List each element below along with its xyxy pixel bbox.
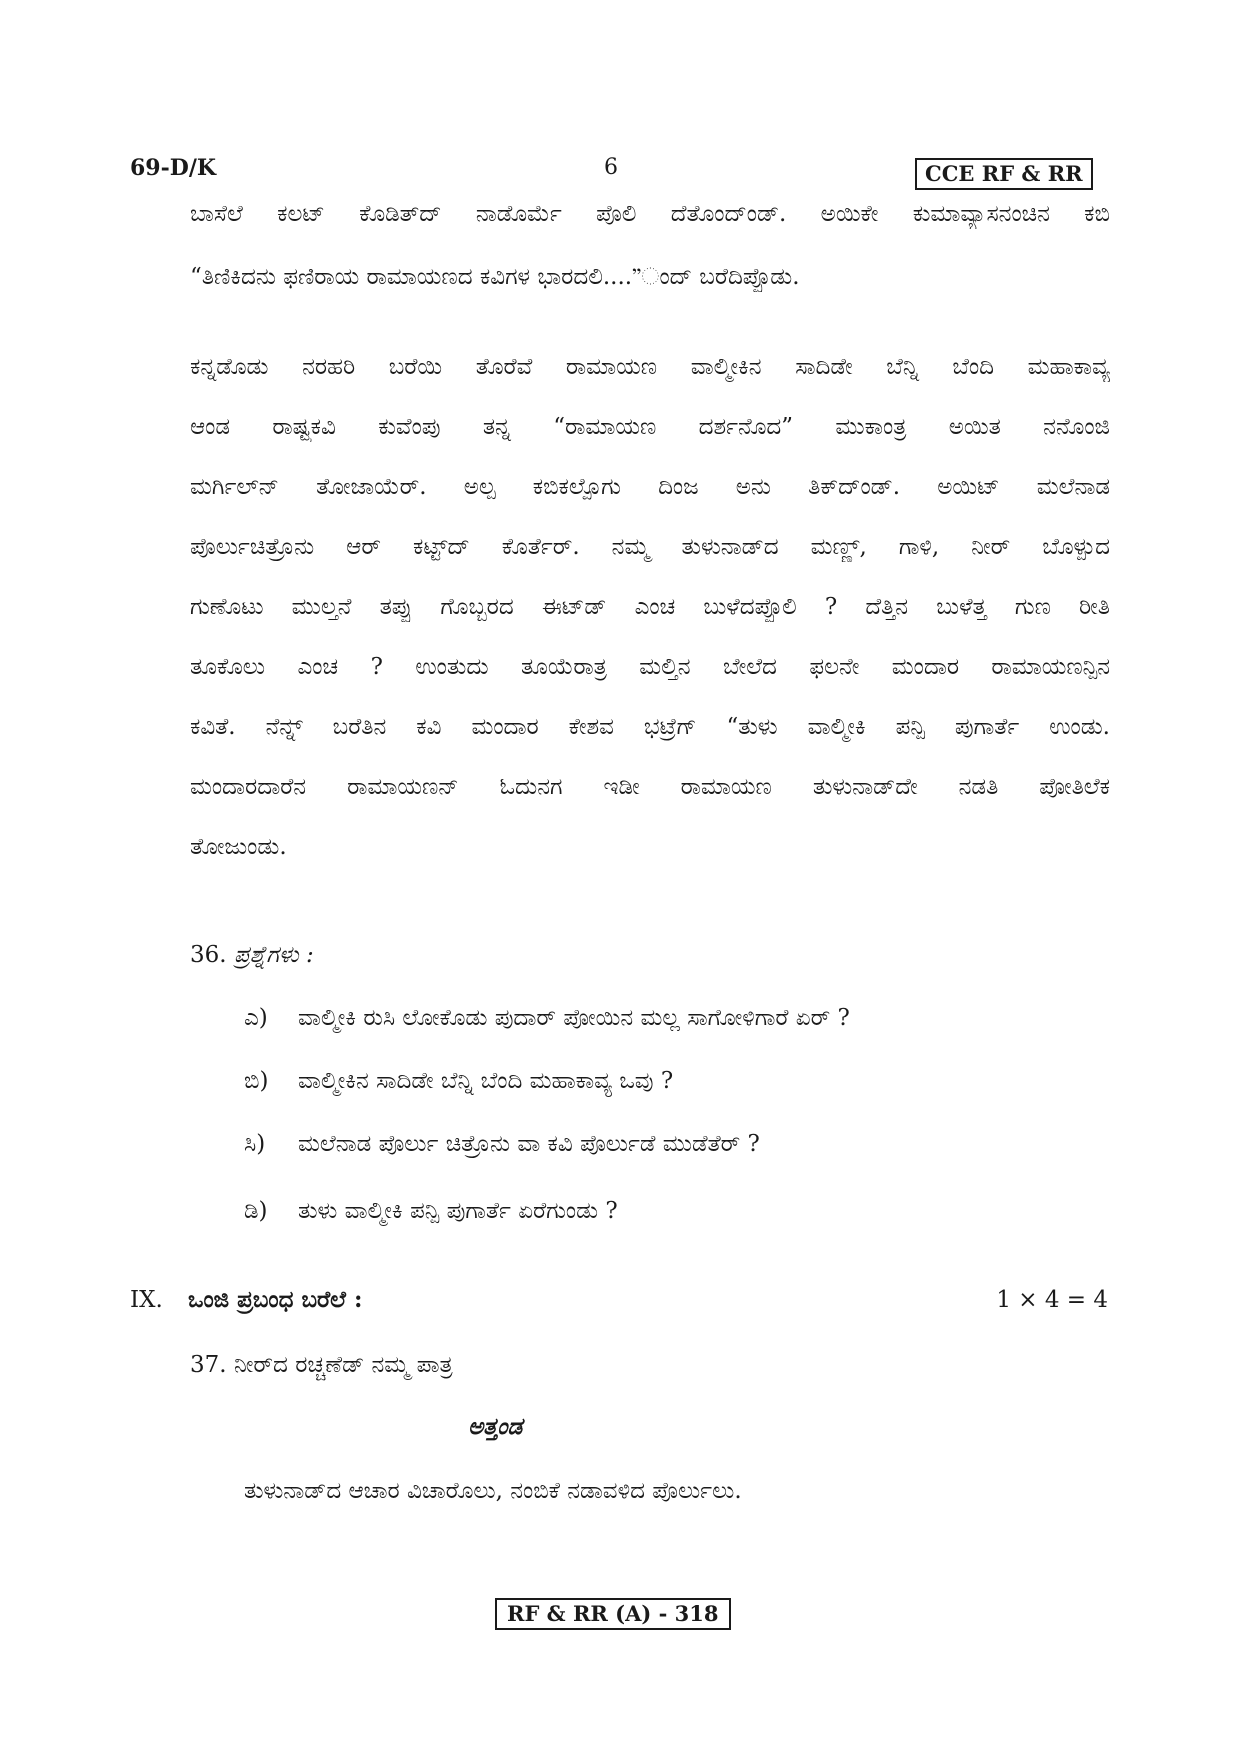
passage-line: ಆಂಡ ರಾಷ್ಟ್ರಕವಿ ಕುವೆಂಪು ತನ್ನ “ರಾಮಾಯಣ ದರ್ಶನೊದ” ಮುಕಾಂತ್ರ ಅಯಿತ ನನೊಂಜಿ (190, 414, 1110, 440)
sub-question-d (244, 1196, 618, 1226)
paper-code: 69-D/K (130, 155, 216, 181)
sub-question-mark: ಸಿ) (244, 1131, 266, 1157)
sub-question-mark: ಎ) (244, 1005, 268, 1031)
passage-line: ಗುಣೊಟು ಮುಲ್ತನೆ ತಪ್ಪು ಗೊಬ್ಬರದ ಈಟ್‌ಡ್ ಎಂಚ ಬುಳೆದಪ್ಪೊಲಿ ? ದೆತ್ತಿನ ಬುಳೆತ್ತ ಗುಣ ರೀತಿ (190, 594, 1110, 620)
question-number: 37. (190, 1352, 227, 1378)
question-number: 36. (190, 942, 227, 968)
section-heading (130, 1285, 362, 1315)
essay-alternative-topic: ತುಳುನಾಡ್‌ದ ಆಚಾರ ವಿಚಾರೊಲು, ನಂಬಿಕೆ ನಡಾವಳಿದ ಪೊರ್ಲುಲು. (244, 1478, 742, 1504)
page-number: 6 (604, 155, 618, 180)
sub-question-c (244, 1129, 760, 1159)
sub-question-text: ವಾಲ್ಮೀಕಿನ ಸಾದಿಡೇ ಬೆನ್ನಿ ಬೆಂದಿ ಮಹಾಕಾವ್ಯ ಒವು ? (298, 1068, 674, 1094)
sub-question-mark: ಡಿ) (244, 1198, 268, 1224)
series-badge: CCE RF & RR (915, 158, 1093, 190)
sub-question-text: ತುಳು ವಾಲ್ಮೀಕಿ ಪನ್ಪಿ ಪುಗಾರ್ತೆ ಏರೆಗುಂಡು ? (298, 1198, 618, 1224)
section-marks: 1 × 4 = 4 (996, 1287, 1108, 1313)
footer-code: RF & RR (A) - 318 (495, 1598, 731, 1630)
passage-line: ಬಾಸೆಲೆ ಕಲಟ್ ಕೊಡಿತ್‌ದ್ ನಾಡೊರ್ಮೆ ಪೊಲಿ ದೆತೊಂದ್‌ಂಡ್. ಅಯಿಕೇ ಕುಮಾವ್ಯಾಸನಂಚಿನ ಕಬಿ (190, 201, 1110, 227)
passage-line: ತೂಕೊಲು ಎಂಚ ? ಉಂತುದು ತೂಯೆರಾತ್ರ ಮಲ್ತಿನ ಬೇಲೆದ ಫಲನೇ ಮಂದಾರ ರಾಮಾಯಣನ್ಪಿನ (190, 654, 1110, 680)
sub-question-a (244, 1003, 850, 1033)
passage-line: ಮಂದಾರದಾರೆನ ರಾಮಾಯಣನ್ ಓದುನಗ ಇಡೀ ರಾಮಾಯಣ ತುಳುನಾಡ್‌ದೇ ನಡತಿ ಪೋತಿಲೆಕ (190, 774, 1110, 800)
sub-question-mark: ಬಿ) (244, 1068, 269, 1094)
passage-line: ಮರ್ಗಿಲ್‌ನ್ ತೋಜಾಯೆರ್. ಅಲ್ಪ ಕಬಿಕಲ್ಪೊಗು ದಿಂಜ ಅನು ತಿಕ್‌ದ್‌ಂಡ್. ಅಯಿಟ್ ಮಲೆನಾಡ (190, 474, 1110, 500)
section-title: ಒಂಜಿ ಪ್ರಬಂಧ ಬರೆಲೆ : (188, 1286, 363, 1313)
section-number: IX. (130, 1287, 163, 1313)
sub-question-text: ವಾಲ್ಮೀಕಿ ರುಸಿ ಲೋಕೊಡು ಪುದಾರ್ ಪೋಯಿನ ಮಲ್ಲ ಸಾಗೋಳಿಗಾರೆ ಏರ್ ? (298, 1005, 850, 1031)
passage-line: “ತಿಣಿಕಿದನು ಫಣಿರಾಯ ರಾಮಾಯಣದ ಕವಿಗಳ ಭಾರದಲಿ....”ಂದ್ ಬರೆದಿಪ್ಪೊಡು. (190, 264, 800, 290)
sub-question-b (244, 1066, 673, 1096)
passage-line: ಕವಿತೆ. ನೆನ್ನ್ ಬರೆತಿನ ಕವಿ ಮಂದಾರ ಕೇಶವ ಭಟ್ರೆಗ್ “ತುಳು ವಾಲ್ಮೀಕಿ ಪನ್ಪಿ ಪುಗಾರ್ತೆ ಉಂಡು. (190, 714, 1110, 740)
question-title: ಪ್ರಶ್ನೆಗಳು : (234, 942, 314, 968)
essay-topic-text: ನೀರ್‌ದ ರಚ್ಚಣೆಡ್ ನಮ್ಮ ಪಾತ್ರ (234, 1352, 453, 1378)
passage-line: ಪೊರ್ಲುಚಿತ್ರೊನು ಆರ್ ಕಟ್ಟ್‌ದ್ ಕೊರ್ತೆರ್. ನಮ್ಮ ತುಳುನಾಡ್‌ದ ಮಣ್ಣ್, ಗಾಳಿ, ನೀರ್ ಬೊಳ್ಪುದ (190, 534, 1110, 560)
essay-topic (190, 1350, 453, 1380)
question-36-heading (190, 940, 314, 970)
or-label: ಅತ್ತಂಡ (468, 1413, 523, 1440)
passage-line: ತೋಜುಂಡು. (190, 834, 287, 860)
sub-question-text: ಮಲೆನಾಡ ಪೊರ್ಲು ಚಿತ್ರೊನು ವಾ ಕವಿ ಪೊರ್ಲುಡೆ ಮುಡೆತೆರ್ ? (298, 1131, 760, 1157)
passage-line: ಕನ್ನಡೊಡು ನರಹರಿ ಬರೆಯಿ ತೊರೆವೆ ರಾಮಾಯಣ ವಾಲ್ಮೀಕಿನ ಸಾದಿಡೇ ಬೆನ್ನಿ ಬೆಂದಿ ಮಹಾಕಾವ್ಯ (190, 354, 1110, 380)
